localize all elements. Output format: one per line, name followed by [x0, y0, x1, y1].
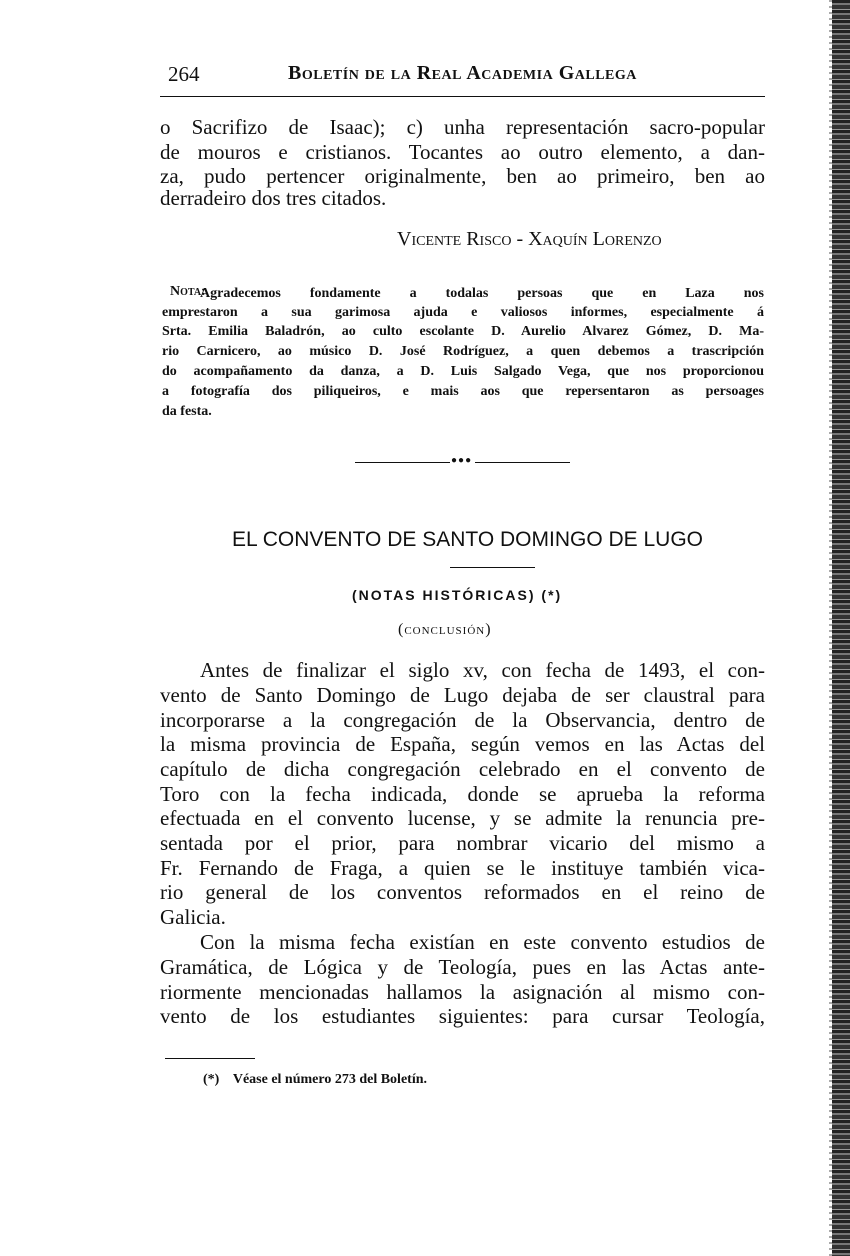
text-line: Galicia.	[160, 905, 226, 929]
section-label: (conclusión)	[398, 621, 492, 638]
text-line: Antes de finalizar el siglo xv, con fecha de 1493, el con-	[200, 658, 765, 682]
footnote-text: Véase el número 273 del Boletín.	[232, 1072, 427, 1087]
page-number: 264	[168, 62, 200, 86]
text-line: efectuada en el convento lucense, y se admite la renuncia pre-	[160, 806, 765, 830]
article-subtitle: (NOTAS HISTÓRICAS) (*)	[352, 587, 563, 603]
text-line: Toro con la fecha indicada, donde se aprueba la reforma	[160, 782, 765, 806]
text-line: rio general de los conventos reformados en el reino de	[160, 880, 765, 904]
note-line: da festa.	[162, 404, 212, 419]
text-line: o Sacrifizo de Isaac); c) unha representación sacro-popular	[160, 115, 765, 139]
text-line: de mouros e cristianos. Tocantes ao outro elemento, a dan-	[160, 140, 765, 164]
article-title: EL CONVENTO DE SANTO DOMINGO DE LUGO	[231, 528, 704, 551]
signature: Vicente Risco - Xaquín Lorenzo	[397, 228, 662, 250]
note-label: Nota:	[170, 284, 206, 299]
text-line: vento de los estudiantes siguientes: para cursar Teología,	[160, 1004, 765, 1028]
note-line: Agradecemos fondamente a todalas persoas que en Laza nos	[200, 286, 764, 301]
note-line: a fotografía dos piliqueiros, e mais aos que repersentaron as persoages	[162, 384, 764, 399]
text-line: sentada por el prior, para nombrar vicario del mismo a	[160, 831, 765, 855]
text-line: za, pudo pertencer originalmente, ben ao primeiro, ben ao	[160, 164, 765, 188]
note-line: emprestaron a sua garimosa ajuda e valiosos informes, especialmente á	[162, 305, 764, 320]
text-line: derradeiro dos tres citados.	[160, 186, 387, 210]
footnote-rule	[165, 1058, 255, 1059]
footnote-marker: (*)	[203, 1072, 220, 1087]
note-line: rio Carnicero, ao músico D. José Rodríguez, a quen debemos a trascripción	[162, 344, 764, 359]
scan-page-edge	[832, 0, 850, 1256]
text-line: vento de Santo Domingo de Lugo dejaba de ser claustral para	[160, 683, 765, 707]
text-line: capítulo de dicha congregación celebrado en el convento de	[160, 757, 765, 781]
running-header: Boletín de la Real Academia Gallega	[288, 62, 637, 84]
text-line: la misma provincia de España, según vemos en las Actas del	[160, 732, 765, 756]
text-line: Con la misma fecha existían en este convento estudios de	[200, 930, 765, 954]
text-line: incorporarse a la congregación de la Observancia, dentro de	[160, 708, 765, 732]
note-line: Srta. Emilia Baladrón, ao culto escolante D. Aurelio Alvarez Gómez, D. Ma-	[162, 324, 764, 339]
note-line: do acompañamento da danza, a D. Luis Salgado Vega, que nos proporcionou	[162, 364, 764, 379]
header-rule	[160, 96, 765, 97]
text-line: riormente mencionadas hallamos la asignación al mismo con-	[160, 980, 765, 1004]
title-rule	[450, 567, 535, 568]
text-line: Gramática, de Lógica y de Teología, pues en las Actas ante-	[160, 955, 765, 979]
footnote	[203, 1072, 427, 1088]
text-line: Fr. Fernando de Fraga, a quien se le instituye también vica-	[160, 856, 765, 880]
